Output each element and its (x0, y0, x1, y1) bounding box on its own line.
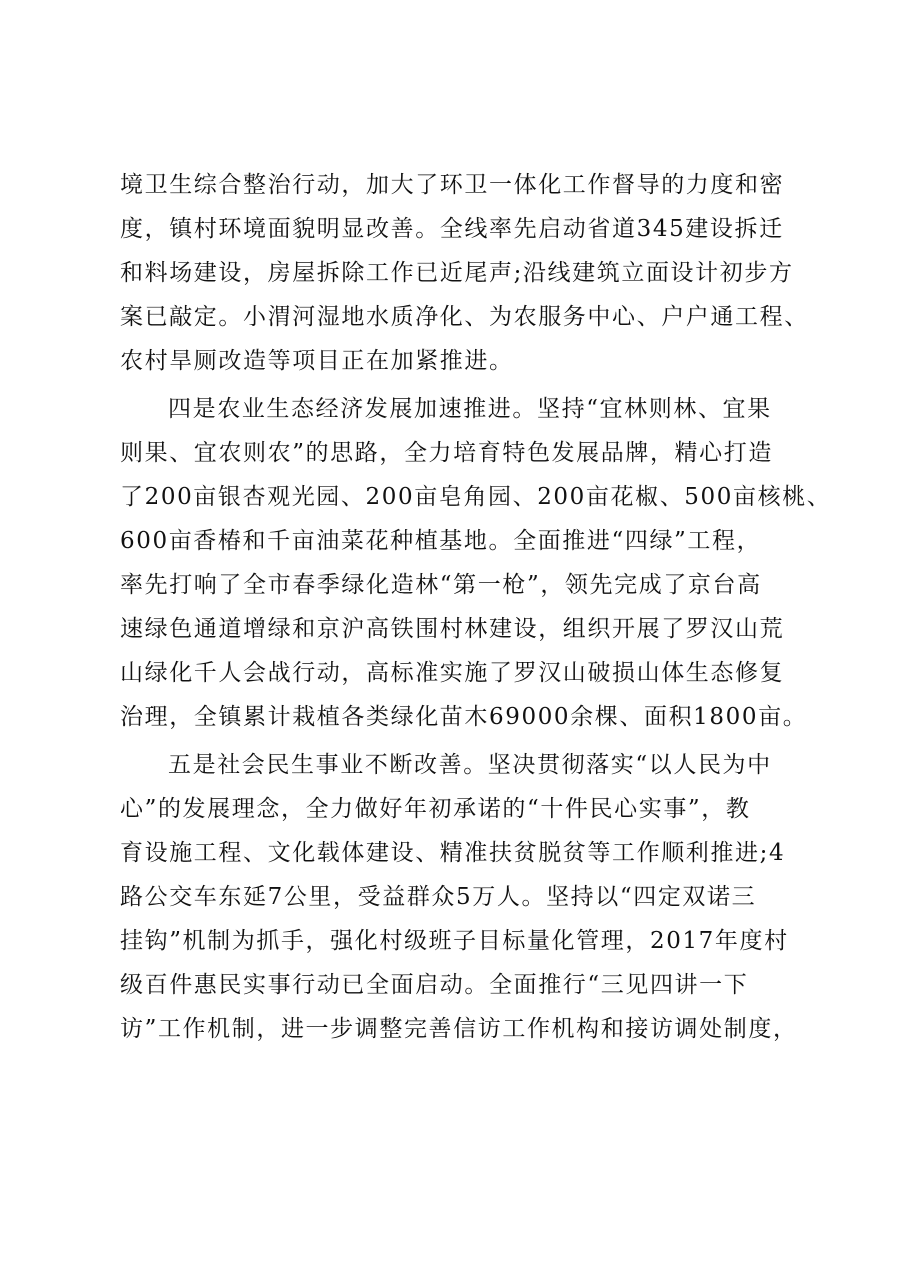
text-line: 率先打响了全市春季绿化造林“第一枪”，领先完成了京台高 (120, 572, 762, 598)
text-line: 级百件惠民实事行动已全面启动。全面推行“三见四讲一下 (120, 972, 749, 998)
text-line: 和料场建设，房屋拆除工作已近尾声;沿线建筑立面设计初步方 (120, 260, 794, 286)
text-line: 农村旱厕改造等项目正在加紧推进。 (120, 348, 514, 374)
text-line: 了200亩银杏观光园、200亩皂角园、200亩花椒、500亩核桃、 (120, 484, 832, 510)
text-line: 山绿化千人会战行动，高标准实施了罗汉山破损山体生态修复 (120, 660, 785, 686)
text-line: 600亩香椿和千亩油菜花种植基地。全面推进“四绿”工程， (120, 528, 762, 554)
text-line: 心”的发展理念，全力做好年初承诺的“十件民心实事”，教 (120, 796, 751, 822)
text-line: 速绿色通道增绿和京沪高铁围村林建设，组织开展了罗汉山荒 (120, 616, 785, 642)
text-line: 路公交车东延7公里，受益群众5万人。坚持以“四定双诺三 (120, 884, 757, 910)
text-line: 境卫生综合整治行动，加大了环卫一体化工作督导的力度和密 (120, 172, 785, 198)
text-line: 访”工作机制，进一步调整完善信访工作机构和接访调处制度， (120, 1016, 798, 1042)
text-line: 治理，全镇累计栽植各类绿化苗木69000余棵、面积1800亩。 (120, 704, 808, 730)
text-line: 挂钩”机制为抓手，强化村级班子目标量化管理，2017年度村 (120, 928, 789, 954)
text-line: 则果、宜农则农”的思路，全力培育特色发展品牌，精心打造 (120, 440, 773, 466)
text-line: 案已敲定。小渭河湿地水质净化、为农服务中心、户户通工程、 (120, 304, 809, 330)
document-body (120, 163, 832, 1051)
text-line: 育设施工程、文化载体建设、精准扶贫脱贫等工作顺利推进;4 (120, 840, 786, 866)
paragraph-start-line: 四是农业生态经济发展加速推进。坚持“宜林则林、宜果 (168, 396, 772, 422)
paragraph-start-line: 五是社会民生事业不断改善。坚决贯彻落实“以人民为中 (168, 752, 772, 778)
text-line: 度，镇村环境面貌明显改善。全线率先启动省道345建设拆迁 (120, 216, 784, 242)
